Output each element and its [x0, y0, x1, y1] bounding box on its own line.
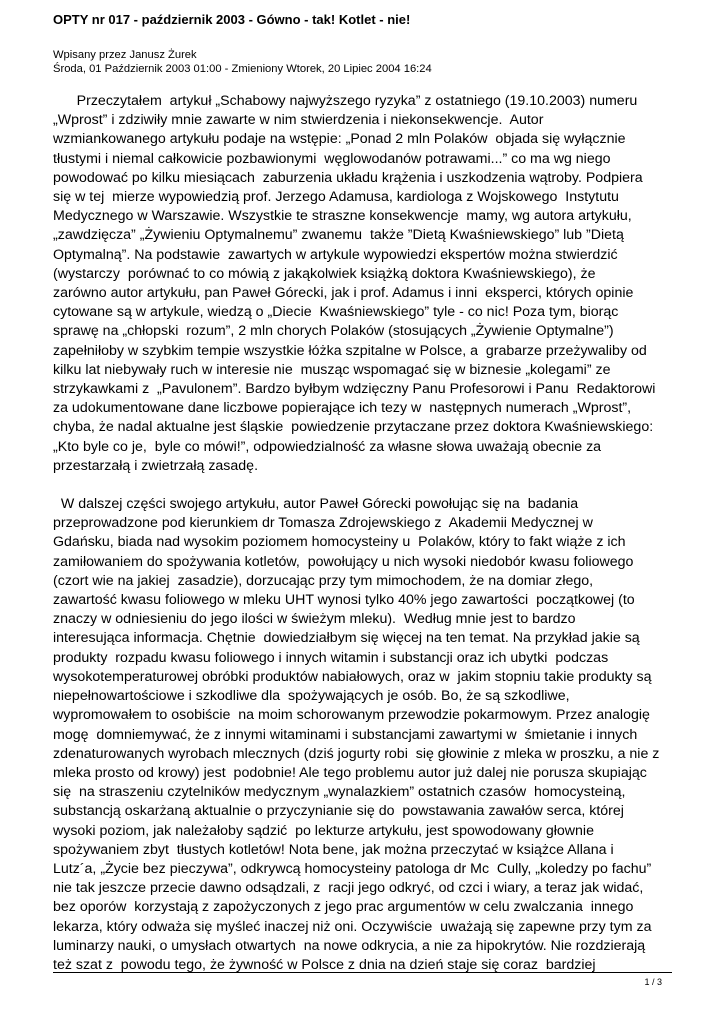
text-line: lekarza, który odważa się myśleć inaczej niż oni. Oczywiście uważają się zapewne przy tym za: [53, 918, 652, 935]
text-line: zamiłowaniem do spożywania kotletów, powołujący u nich wysoki niedobór kwasu foliowego: [53, 553, 634, 570]
article-body: [53, 92, 659, 975]
text-line: nie tak jeszcze przecie dawno odsądzali, z racji jego odkryć, od czci i wiary, a teraz jak widać,: [53, 880, 644, 897]
text-line: spożywaniem zbyt tłustych kotletów! Nota bene, jak można przeczytać w książce Allana i: [53, 841, 614, 858]
paragraph-1: [53, 92, 659, 476]
text-line: Gdańsku, biada nad wysokim poziomem homocysteiny u Polaków, który to fakt wiąże z ich: [53, 534, 626, 551]
text-line: zapełniłoby w szybkim tempie wszystkie łóżka szpitalne w Polsce, a grabarze przeżywaliby od: [53, 342, 647, 359]
text-line: wysokotemperaturowej obróbki produktów nabiałowych, oraz w jakim stopniu takie produkty są: [53, 668, 652, 685]
text-line: wypromowałem to osobiście na moim schorowanym przewodzie pokarmowym. Przez analogię: [53, 707, 650, 724]
text-line: wysoki poziom, jak należałoby sądzić po lekturze artykułu, jest spowodowany głownie: [53, 822, 594, 839]
text-line: sprawę na „chłopski rozum”, 2 mln chorych Polaków (stosujących „Żywienie Optymalne”): [53, 323, 614, 340]
text-line: niepełnowartościowe i szkodliwe dla spożywających je osób. Bo, że są szkodliwe,: [53, 688, 570, 705]
text-line: interesująca informacja. Chętnie dowiedziałbym się więcej na ten temat. Na przykład jakie są: [53, 630, 640, 647]
paragraph-gap: [53, 476, 659, 495]
text-line: (wystarczy porównać to co mówią z jakąkolwiek książką doktora Kwaśniewskiego), że: [53, 265, 596, 282]
author-line: Wpisany przez Janusz Żurek: [53, 49, 197, 61]
text-line: substancją oskarżaną aktualnie o przyczynianie się do powstawania zawałów serca, której: [53, 803, 624, 820]
text-line: bez oporów korzystają z zapożyczonych z jego prac argumentów w celu zwalczania innego: [53, 899, 634, 916]
text-line: znaczy w odniesieniu do jego ilości w świeżym mleku). Według mnie jest to bardzo: [53, 611, 576, 628]
footer-divider: [53, 972, 672, 973]
text-line: produkty rozpadu kwasu foliowego i innych witamin i substancji oraz ich ubytki podczas: [53, 649, 609, 666]
text-line: cytowane są w artykule, wiedzą o „Diecie Kwaśniewskiego” tyle - co nic! Poza tym, biorąc: [53, 304, 619, 321]
text-line: Optymalną”. Na podstawie zawartych w artykule wypowiedzi ekspertów można stwierdzić: [53, 246, 618, 263]
text-line: za udokumentowane dane liczbowe popierające ich tezy w następnych numerach „Wprost”,: [53, 400, 632, 417]
text-line: Medycznego w Warszawie. Wszystkie te straszne konsekwencje mamy, wg autora artykułu,: [53, 208, 632, 225]
text-line: (czort wie na jakiej zasadzie), dorzucając przy tym mimochodem, że na domiar złego,: [53, 572, 594, 589]
text-line: Lutz´a, „Życie bez pieczywa”, odkrywcą homocysteiny patologa dr Mc Cully, „koledzy po fachu”: [53, 860, 652, 877]
article-meta: [53, 48, 432, 76]
text-line: też szat z powodu tego, że żywność w Polsce z dnia na dzień staje się coraz bardziej: [53, 956, 596, 973]
text-line: chyba, że nadal aktualne jest śląskie powiedzenie przytaczane przez doktora Kwaśniewskiego:: [53, 419, 654, 436]
text-line: tłustymi i niemal całkowicie pozbawionymi węglowodanów potrawami...” co ma wg niego: [53, 150, 611, 167]
text-line: wzmiankowanego artykułu podaje na wstępie: „Ponad 2 mln Polaków objada się wyłącznie: [53, 131, 626, 148]
article-title: OPTY nr 017 - październik 2003 - Gówno - tak! Kotlet - nie!: [53, 12, 411, 27]
text-line: się na straszeniu czytelników medycznym „wynalazkiem” ostatnich czasów homocysteiną,: [53, 784, 626, 801]
text-line: strzykawkami z „Pavulonem”. Bardzo byłbym wdzięczny Panu Profesorowi i Panu Redaktorowi: [53, 381, 656, 398]
text-line: „Wprost” i zdziwiły mnie zawarte w nim stwierdzenia i niekonsekwencje. Autor: [53, 112, 544, 129]
text-line: „zawdzięcza” „Żywieniu Optymalnemu” zwanemu także ”Dietą Kwaśniewskiego” lub ”Dietą: [53, 227, 624, 244]
page-indicator: 1 / 3: [644, 977, 662, 987]
text-line: przeprowadzone pod kierunkiem dr Tomasza Zdrojewskiego z Akademii Medycznej w: [53, 515, 593, 532]
text-line: zdenaturowanych wyrobach mlecznych (dziś jogurty robi się głowinie z mleka w proszku, a nie z: [53, 745, 660, 762]
text-line: W dalszej części swojego artykułu, autor Paweł Górecki powołując się na badania: [53, 496, 579, 513]
text-line: zarówno autor artykułu, pan Paweł Górecki, jak i prof. Adamus i inni eksperci, których opinie: [53, 285, 634, 302]
text-line: się w tej mierze wypowiedzią prof. Jerzego Adamusa, kardiologa z Wojskowego Instytutu: [53, 189, 619, 206]
text-line: mleka prosto od krowy) jest podobnie! Ale tego problemu autor już dalej nie porusza skupiając: [53, 764, 647, 781]
text-line: „Kto byle co je, byle co mówi!”, odpowiedzialność za własne słowa uważają obecnie za: [53, 438, 602, 455]
text-line: powodować po kilku miesiącach zaburzenia układu krążenia i uszkodzenia wątroby. Podpiera: [53, 169, 643, 186]
text-line: luminarzy nauki, o umysłach otwartych na nowe odkrycia, a nie za hipokrytów. Nie rozdzierają: [53, 937, 646, 954]
dates-line: Środa, 01 Październik 2003 01:00 - Zmieniony Wtorek, 20 Lipiec 2004 16:24: [53, 63, 432, 75]
text-line: zawartość kwasu foliowego w mleku UHT wynosi tylko 40% jego zawartości początkowej (to: [53, 592, 635, 609]
text-line: Przeczytałem artykuł „Schabowy najwyższego ryzyka” z ostatniego (19.10.2003) numeru: [53, 93, 638, 109]
text-line: kilku lat niebywały ruch w interesie nie musząc wspomagać się w biznesie „kolegami” ze: [53, 361, 611, 378]
paragraph-2: [53, 495, 659, 975]
text-line: mogę domniemywać, że z innymi witaminami i substancjami zawartymi w śmietanie i innych: [53, 726, 638, 743]
text-line: przestarzałą i zwietrzałą zasadę.: [53, 457, 259, 474]
